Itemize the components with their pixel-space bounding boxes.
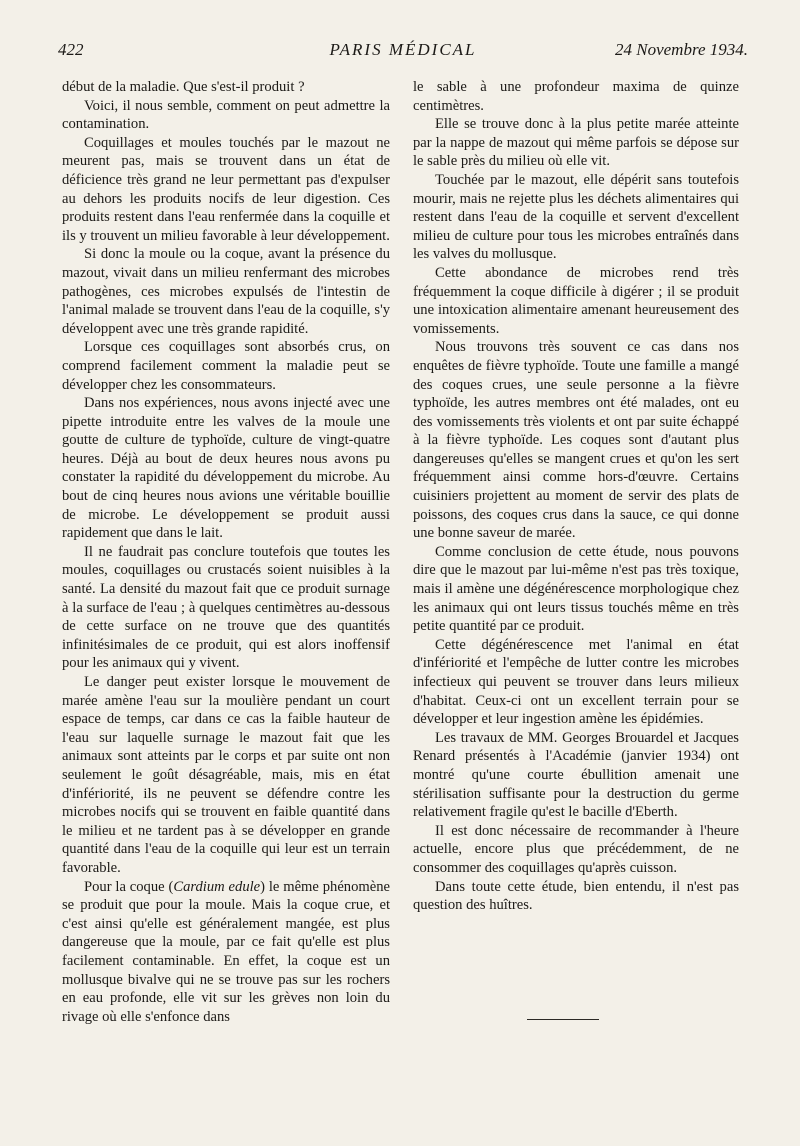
- paragraph: début de la maladie. Que s'est-il produit ?: [62, 79, 305, 95]
- page-header: [58, 40, 748, 70]
- journal-title: PARIS MÉDICAL: [329, 40, 477, 59]
- paragraph: le sable à une profondeur maxima de quinze centimètres.: [413, 79, 739, 114]
- paragraph: Lorsque ces coquillages sont absorbés crus, on comprend facilement comment la maladie peut se développer chez les consommateurs.: [62, 339, 390, 393]
- paragraph: Cette abondance de microbes rend très fréquemment la coque difficile à digérer ; il se produit une intoxication alimentaire amenant heureusement des vomissements.: [413, 264, 739, 337]
- paragraph: Il est donc nécessaire de recommander à l'heure actuelle, encore plus que précédemment, de ne consommer des coquillages qu'après cuisson.: [413, 822, 739, 876]
- issue-date: 24 Novembre 1934.: [615, 40, 748, 59]
- page-number: 422: [58, 40, 84, 59]
- paragraph: Coquillages et moules touchés par le mazout ne meurent pas, mais se trouvent dans un état de déficience très grand ne leur permettant pas d'expulser au dehors les produits nocifs de leur digestion. Ces produits restent dans l'eau renfermée dans la coquille et ils y trouvent un milieu favorable à leur développement.: [62, 134, 390, 244]
- paragraph: Cette dégénérescence met l'animal en état d'infériorité et l'empêche de lutter contre les microbes infectieux qui peuvent se trouver dans leurs milieux d'habitat. Ceux-ci ont un excellent terrain pour se développer et leur ingestion amène les épidémies.: [413, 636, 739, 728]
- paragraph: Dans toute cette étude, bien entendu, il n'est pas question des huîtres.: [413, 878, 739, 914]
- species-name: Cardium edule: [173, 878, 261, 895]
- paragraph: Touchée par le mazout, elle dépérit sans toutefois mourir, mais ne rejette plus les déchets alimentaires qui restent dans l'eau de la coquille et servent d'excellent milieu de culture pour tous les microbes entraînés dans les valves du mollusque.: [413, 171, 739, 263]
- paragraph: Il ne faudrait pas conclure toutefois que toutes les moules, coquillages ou crustacés soient nuisibles à la santé. La densité du mazout fait que ce produit surnage à la surface de l'eau ; à quelques centimètres au-dessous de cette surface on ne trouve que des quantités infinitésimales de ce produit, qui est alors inoffensif pour les animaux qui y vivent.: [62, 543, 390, 672]
- paragraph: Comme conclusion de cette étude, nous pouvons dire que le mazout par lui-même n'est pas très toxique, mais il amène une dégénérescence morphologique chez les animaux qui ont leurs tissus touchés même en très petite quantité par ce produit.: [413, 543, 739, 635]
- paragraph: Elle se trouve donc à la plus petite marée atteinte par la nappe de mazout qui même parfois se dépose sur le sable près du milieu où elle vit.: [413, 116, 739, 170]
- paragraph: Dans nos expériences, nous avons injecté avec une pipette introduite entre les valves de la moule une goutte de culture de typhoïde, culture de vingt-quatre heures. Déjà au bout de deux heures nous avons pu constater la rapidité du développement du microbe. Au bout de cinq heures nous avions une véritable bouillie de microbe. Le développement se produit aussi rapidement que dans le lait.: [62, 395, 390, 542]
- end-rule: [527, 1019, 599, 1020]
- paragraph: Pour la coque (Cardium edule) le même phénomène se produit que pour la moule. Mais la coque crue, et c'est ainsi qu'elle est généralement mangée, est plus dangereuse que la moule, par ce fait qu'elle est plus facilement contaminable. En effet, la coque est un mollusque bivalve qui ne se trouve pas sur les rochers en eau profonde, elle vit sur les grèves non loin du rivage où elle s'enfonce dans: [62, 878, 391, 1025]
- right-column: [413, 78, 739, 915]
- paragraph: Les travaux de MM. Georges Brouardel et Jacques Renard présentés à l'Académie (janvier 1934) ont montré qu'une courte ébullition amenait une stérilisation suffisante pour la destruction du germe relativement fragile qu'est le bacille d'Eberth.: [413, 729, 739, 821]
- paragraph: Voici, il nous semble, comment on peut admettre la contamination.: [62, 97, 390, 133]
- paragraph: Nous trouvons très souvent ce cas dans nos enquêtes de fièvre typhoïde. Toute une famille a mangé des coques crues, une seule personne a la fièvre typhoïde, les autres membres ont été malades, ont eu des vomissements très violents et ont par suite échappé à la fièvre typhoïde. Les coques sont d'autant plus dangereuses qu'elles se mangent crues et qu'on les sert fréquemment ainsi comme hors-d'œuvre. Certains cuisiniers projettent au moment de servir des plats de poissons, des coques crus dans la sauce, ce qui donne une bonne saveur de marée.: [413, 339, 739, 542]
- left-column: [62, 78, 390, 1026]
- paragraph: Si donc la moule ou la coque, avant la présence du mazout, vivait dans un milieu renfermant des microbes pathogènes, ces microbes expulsés de l'intestin de l'animal malade se trouvent dans l'eau de la coquille, s'y développent avec une très grande rapidité.: [62, 246, 390, 337]
- paragraph: Le danger peut exister lorsque le mouvement de marée amène l'eau sur la moulière pendant un court espace de temps, car dans ce cas la faible hauteur de l'eau sur laquelle surnage le mazout fait que les animaux sont atteints par le corps et par suite ont non seulement le goût désagréable, mais, mis en état d'infériorité, ils ne peuvent se défendre contre les microbes nocifs qui se trouvent en faible quantité dans le milieu et ne tardent pas à se développer en grande quantité dans l'eau de la coquille qui leur est un terrain favorable.: [62, 674, 390, 876]
